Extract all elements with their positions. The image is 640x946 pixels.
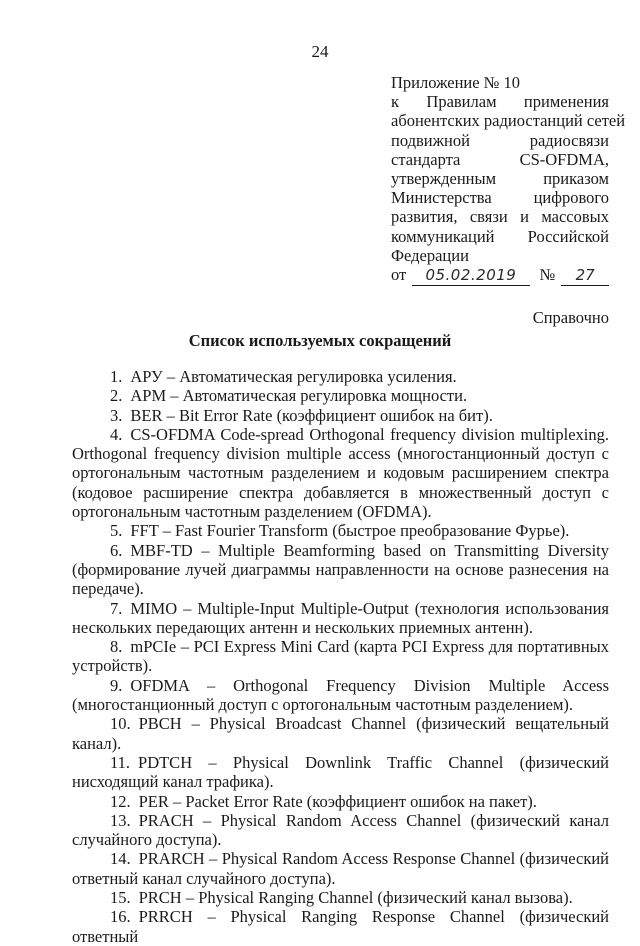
list-item-number: 14. <box>110 849 131 869</box>
list-item <box>72 676 609 715</box>
annex-line: абонентских радиостанций сетей <box>391 111 626 131</box>
list-item-text: PBCH – Physical Broadcast Channel (физический вещательный канал). <box>72 714 609 753</box>
list-item <box>72 521 609 540</box>
list-item-number: 4. <box>110 424 123 444</box>
list-item-number: 6. <box>110 540 123 560</box>
list-item <box>72 386 609 405</box>
list-item-text: PER – Packet Error Rate (коэффициент ошибок на пакет). <box>138 791 537 811</box>
list-item-number: 1. <box>110 367 123 386</box>
list-item <box>72 406 609 425</box>
list-item-number: 3. <box>110 405 123 425</box>
list-item-text: CS-OFDMA Code-spread Orthogonal frequency division multiplexing. Orthogonal frequency division multiple access (многостанционный доступ с ортогональным частотным разделением и кодовым расширением спектра (кодовое расширение спектра добавляется в множественный доступ с ортогональным частотным разделением (OFDMA). <box>72 424 609 522</box>
list-item-number: 12. <box>110 791 131 811</box>
list-item-text: OFDMA – Orthogonal Frequency Division Multiple Access (многостанционный доступ с ортогональным частотным разделением). <box>72 675 609 715</box>
list-item <box>72 425 609 521</box>
annex-line: стандарта CS-OFDMA, <box>391 149 609 169</box>
annex-line: коммуникаций Российской <box>391 226 609 246</box>
list-item-number: 16. <box>110 907 131 927</box>
annex-line: подвижной радиосвязи <box>391 130 609 150</box>
list-item <box>72 541 609 599</box>
page-number: 24 <box>311 42 329 61</box>
list-item-text: АРУ – Автоматическая регулировка усиления. <box>130 367 457 386</box>
annex-title: Приложение № 10 <box>391 73 521 92</box>
list-item-text: FFT – Fast Fourier Transform (быстрое преобразование Фурье). <box>130 521 570 541</box>
abbreviation-list <box>72 367 609 946</box>
list-item <box>72 849 609 888</box>
list-item <box>72 367 609 386</box>
list-item <box>72 811 609 850</box>
list-item-text: BER – Bit Error Rate (коэффициент ошибок на бит). <box>130 405 493 425</box>
order-date: 05.02.2019 <box>412 266 529 286</box>
list-item <box>72 599 609 638</box>
list-item-text: PRCH – Physical Ranging Channel (физический канал вызова). <box>138 888 573 908</box>
list-item <box>72 907 609 946</box>
order-date-number <box>391 265 609 286</box>
from-label: от <box>391 265 407 285</box>
list-item-number: 13. <box>110 810 131 830</box>
list-item-text: MBF-TD – Multiple Beamforming based on Transmitting Diversity (формирование лучей диаграммы направленности на основе разнесения на передаче). <box>72 540 609 599</box>
list-item-number: 7. <box>110 598 123 618</box>
annex-block <box>391 73 626 286</box>
list-item-text: АРМ – Автоматическая регулировка мощности. <box>130 386 468 406</box>
list-item <box>72 753 609 792</box>
list-item-number: 5. <box>110 521 123 541</box>
list-item-number: 2. <box>110 386 123 406</box>
reference-mark: Справочно <box>532 308 609 327</box>
list-item-number: 15. <box>110 888 131 908</box>
list-item <box>72 637 609 676</box>
list-item-text: PRARCH – Physical Random Access Response Channel (физический ответный канал случайного доступа). <box>72 849 609 888</box>
order-number: 27 <box>561 266 609 286</box>
list-item <box>72 888 609 907</box>
section-heading: Список используемых сокращений <box>188 331 452 350</box>
list-item-text: MIMO – Multiple-Input Multiple-Output (технология использования нескольких передающих антенн и нескольких приемных антенн). <box>72 598 609 637</box>
list-item-number: 9. <box>110 675 123 695</box>
list-item <box>72 714 609 753</box>
annex-line: Министерства цифрового <box>391 188 609 208</box>
annex-line: развития, связи и массовых <box>391 207 609 227</box>
number-label: № <box>539 265 556 285</box>
list-item-number: 11. <box>110 752 131 772</box>
annex-line: к Правилам применения <box>391 92 609 112</box>
list-item <box>72 792 609 811</box>
list-item-text: PDTCH – Physical Downlink Traffic Channel (физический нисходящий канал трафика). <box>72 752 609 792</box>
annex-line: Федерации <box>391 245 469 265</box>
list-item-text: mPCIe – PCI Express Mini Card (карта PCI Express для портативных устройств). <box>72 637 609 676</box>
list-item-text: PRRCH – Physical Ranging Response Channel (физический ответный <box>72 907 609 946</box>
list-item-number: 8. <box>110 637 123 657</box>
list-item-number: 10. <box>110 714 131 734</box>
list-item-text: PRACH – Physical Random Access Channel (физический канал случайного доступа). <box>72 810 609 850</box>
annex-line: утвержденным приказом <box>391 169 609 189</box>
